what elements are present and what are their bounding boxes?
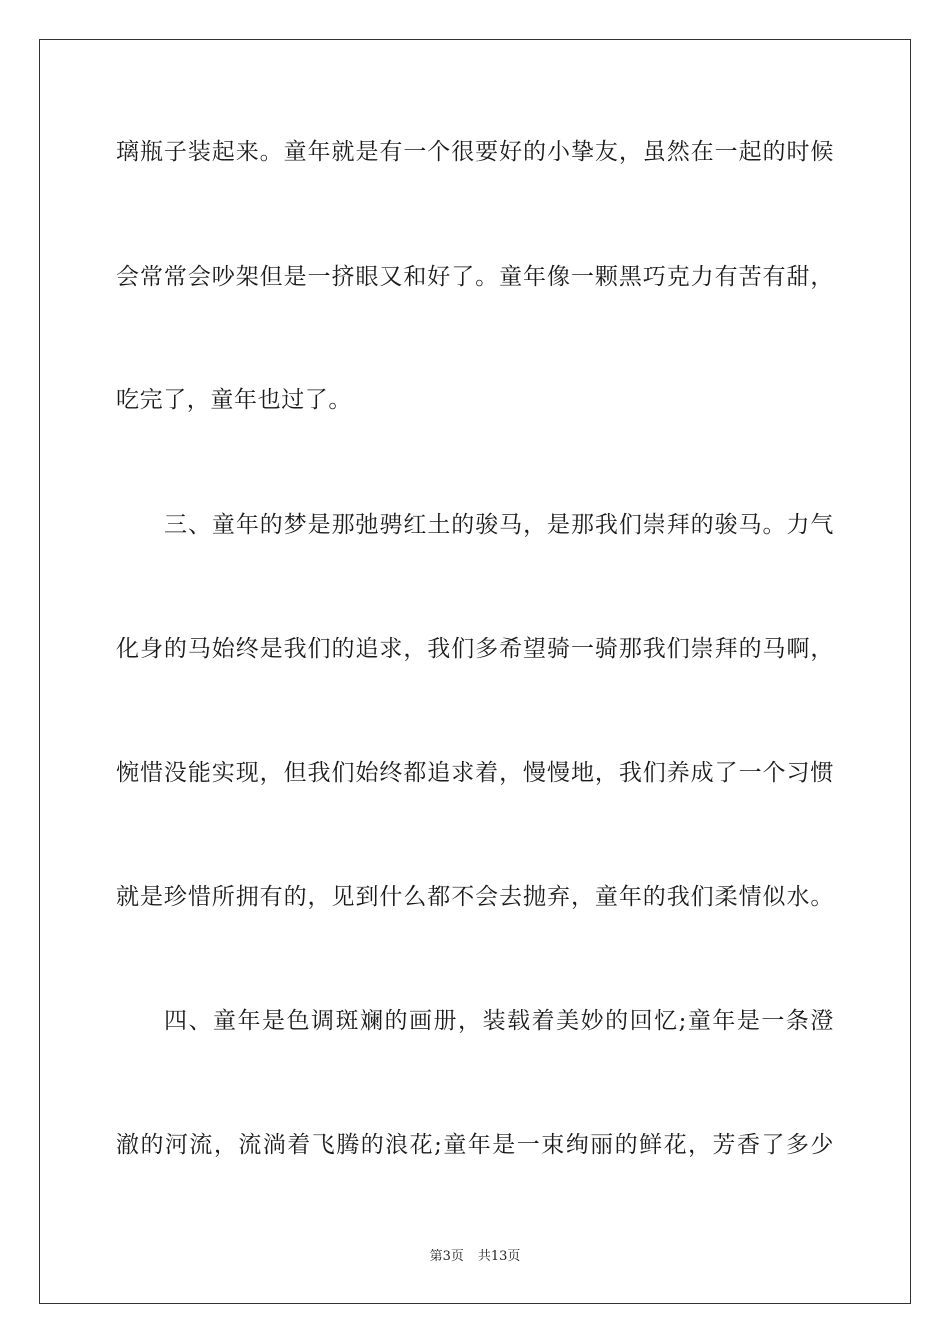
body-text-line: 澈的河流，流淌着飞腾的浪花;童年是一束绚丽的鲜花，芳香了多少 xyxy=(116,1132,834,1158)
page-border xyxy=(39,39,911,1304)
body-text-line: 会常常会吵架但是一挤眼又和好了。童年像一颗黑巧克力有苦有甜， xyxy=(116,264,834,290)
paragraph-four-first-line: 四、童年是色调斑斓的画册，装载着美妙的回忆;童年是一条澄 xyxy=(164,1008,834,1034)
body-text-line: 惋惜没能实现，但我们始终都追求着，慢慢地，我们养成了一个习惯 xyxy=(116,760,834,786)
body-text-line: 吃完了，童年也过了。 xyxy=(116,387,352,413)
paragraph-three-first-line: 三、童年的梦是那弛骋红土的骏马，是那我们崇拜的骏马。力气 xyxy=(164,512,834,538)
page-footer xyxy=(0,1248,950,1266)
body-text-line: 化身的马始终是我们的追求，我们多希望骑一骑那我们崇拜的马啊， xyxy=(116,636,834,662)
body-text-line: 璃瓶子装起来。童年就是有一个很要好的小挚友，虽然在一起的时候 xyxy=(116,139,834,165)
body-text-line: 就是珍惜所拥有的，见到什么都不会去抛弃，童年的我们柔情似水。 xyxy=(116,884,834,910)
page-number: 第3页 xyxy=(429,1249,464,1264)
total-pages: 共13页 xyxy=(477,1249,521,1264)
